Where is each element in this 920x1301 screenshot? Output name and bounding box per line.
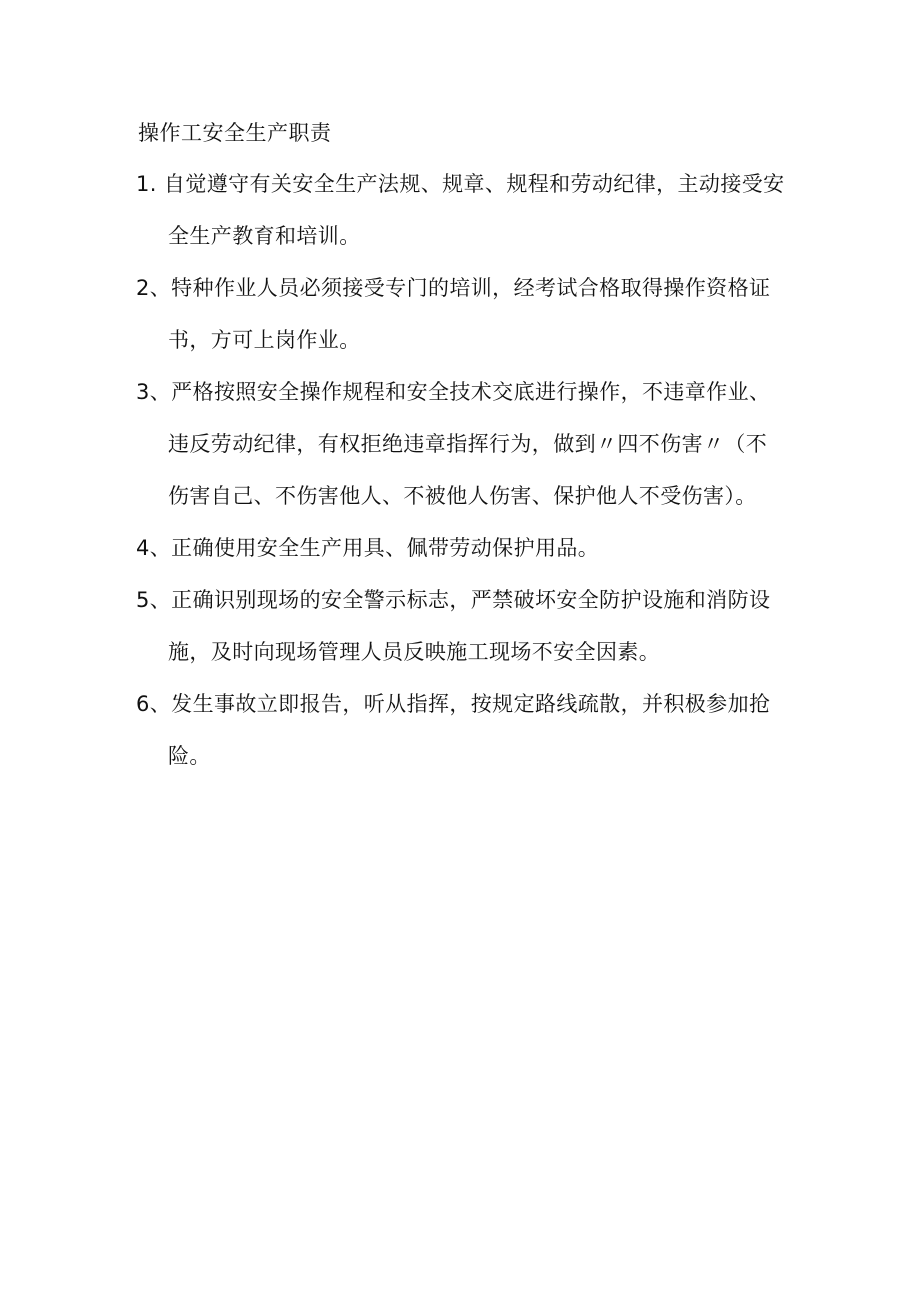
duty-item-text: 严格按照安全操作规程和安全技术交底进行操作，不违章作业、 <box>171 380 771 404</box>
duty-item-text: 正确识别现场的安全警示标志，严禁破坏安全防护设施和消防设 <box>171 588 771 612</box>
duty-item-6 <box>0 678 920 782</box>
duty-item-text: 全生产教育和培训。 <box>168 224 361 248</box>
document-title: 操作工安全生产职责 <box>138 121 332 145</box>
duty-item-line <box>0 574 920 626</box>
duty-item-2 <box>0 262 920 366</box>
duty-item-text: 发生事故立即报告，听从指挥，按规定路线疏散，并积极参加抢 <box>171 692 771 716</box>
duty-item-text: 违反劳动纪律，有权拒绝违章指挥行为，做到〃四不伤害〃（不 <box>168 432 768 456</box>
duty-item-line <box>0 470 920 522</box>
duty-item-line <box>0 366 920 418</box>
duty-item-number: 1. <box>136 172 164 196</box>
duty-item-3 <box>0 366 920 522</box>
duty-item-text: 正确使用安全生产用具、佩带劳动保护用品。 <box>171 536 600 560</box>
duty-item-line <box>0 210 920 262</box>
duty-item-text: 施，及时向现场管理人员反映施工现场不安全因素。 <box>168 640 661 664</box>
duty-item-number: 5、 <box>136 588 172 612</box>
duty-item-line <box>0 678 920 730</box>
duty-item-line <box>0 418 920 470</box>
duty-list <box>0 158 920 782</box>
duty-item-5 <box>0 574 920 678</box>
duty-item-4 <box>0 522 920 574</box>
duty-item-line <box>0 626 920 678</box>
duty-item-number: 3、 <box>136 380 172 404</box>
duty-item-line <box>0 262 920 314</box>
duty-item-number: 2、 <box>136 276 172 300</box>
duty-item-line <box>0 730 920 782</box>
duty-item-text: 书，方可上岗作业。 <box>168 328 361 352</box>
duty-item-line <box>0 522 920 574</box>
duty-item-text: 自觉遵守有关安全生产法规、规章、规程和劳动纪律，主动接受安 <box>163 172 785 196</box>
duty-item-number: 4、 <box>136 536 172 560</box>
duty-item-text: 险。 <box>168 744 211 768</box>
duty-item-1 <box>0 158 920 262</box>
duty-item-line <box>0 158 920 210</box>
duty-item-text: 特种作业人员必须接受专门的培训，经考试合格取得操作资格证 <box>171 276 771 300</box>
duty-item-line <box>0 314 920 366</box>
duty-item-number: 6、 <box>136 692 172 716</box>
duty-item-text: 伤害自己、不伤害他人、不被他人伤害、保护他人不受伤害）。 <box>168 484 757 508</box>
